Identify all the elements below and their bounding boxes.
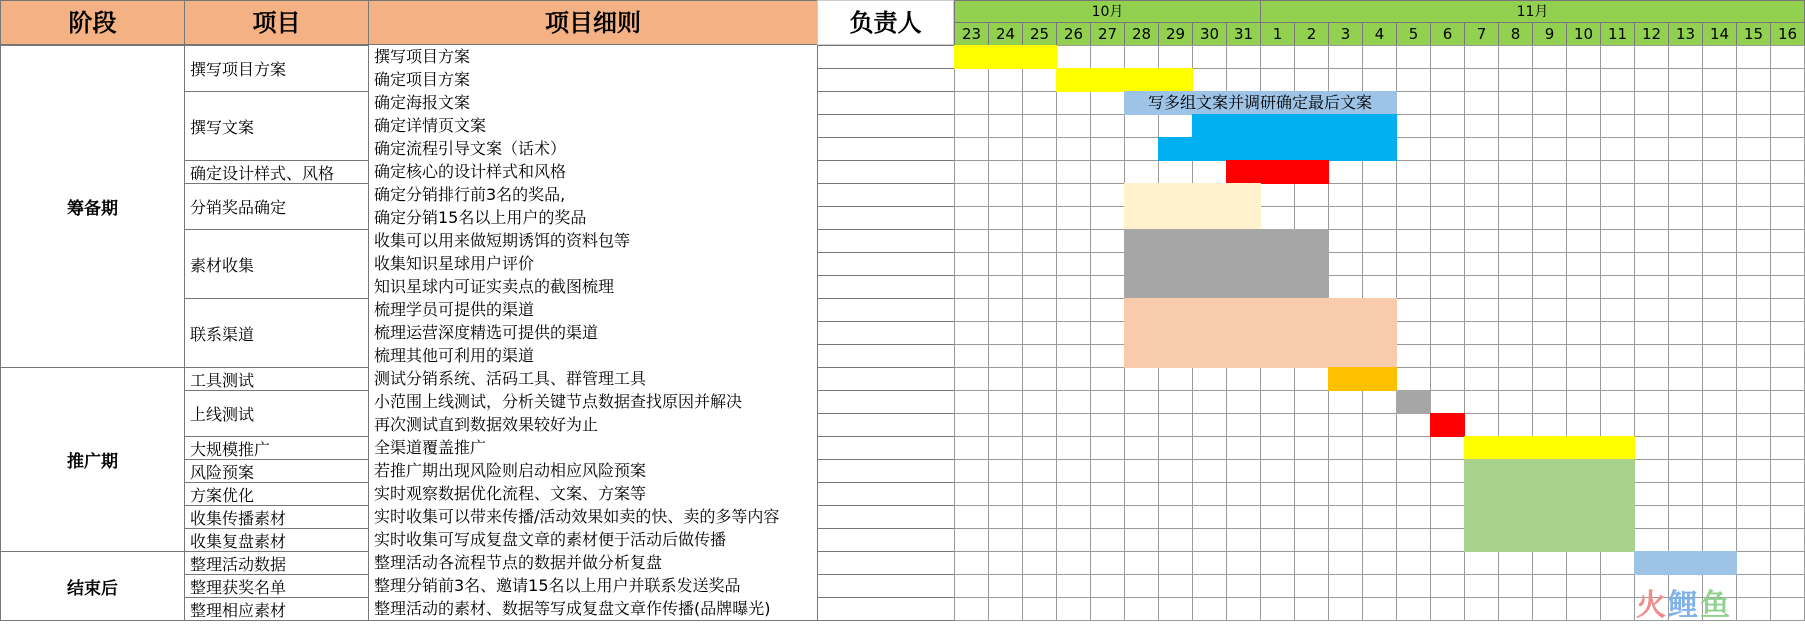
detail-cell: 知识星球内可证实卖点的截图梳理 (368, 275, 818, 299)
detail-cell: 确定分销15名以上用户的奖品 (368, 206, 818, 230)
grid-vline (1702, 45, 1703, 621)
day-header: 6 (1430, 22, 1465, 46)
project-cell: 上线测试 (184, 390, 369, 437)
owner-cell (817, 252, 955, 276)
grid-vline (1430, 45, 1431, 621)
day-header: 2 (1294, 22, 1329, 46)
day-header: 30 (1192, 22, 1227, 46)
day-header: 25 (1022, 22, 1057, 46)
owner-cell (817, 482, 955, 506)
grid-vline (1090, 45, 1091, 621)
schedule-bar (1124, 183, 1261, 230)
project-cell: 大规模推广 (184, 436, 369, 460)
grid-vline (1668, 45, 1669, 621)
detail-cell: 全渠道覆盖推广 (368, 436, 818, 460)
day-header: 12 (1634, 22, 1669, 46)
detail-cell: 确定核心的设计样式和风格 (368, 160, 818, 184)
owner-cell (817, 597, 955, 621)
day-header: 27 (1090, 22, 1125, 46)
watermark-glyph: 鱼 (1700, 588, 1732, 623)
day-header: 15 (1736, 22, 1771, 46)
project-cell: 联系渠道 (184, 298, 369, 368)
detail-cell: 撰写项目方案 (368, 45, 818, 69)
stage-cell: 推广期 (0, 367, 185, 552)
project-cell: 收集传播素材 (184, 505, 369, 529)
detail-cell: 若推广期出现风险则启动相应风险预案 (368, 459, 818, 483)
owner-cell (817, 413, 955, 437)
day-header: 1 (1260, 22, 1295, 46)
day-header: 3 (1328, 22, 1363, 46)
grid-hline (954, 45, 1805, 46)
detail-cell: 确定项目方案 (368, 68, 818, 92)
project-cell: 工具测试 (184, 367, 369, 391)
schedule-bar (954, 45, 1057, 69)
grid-vline (954, 45, 955, 621)
owner-cell (817, 137, 955, 161)
day-header: 8 (1498, 22, 1533, 46)
detail-cell: 确定分销排行前3名的奖品, (368, 183, 818, 207)
grid-hline (954, 413, 1805, 414)
project-cell: 素材收集 (184, 229, 369, 299)
owner-cell (817, 505, 955, 529)
grid-vline (1770, 45, 1771, 621)
owner-cell (817, 344, 955, 368)
day-header: 14 (1702, 22, 1737, 46)
schedule-bar (1192, 114, 1397, 138)
schedule-bar (1328, 367, 1397, 391)
grid-hline (954, 275, 1805, 276)
owner-cell (817, 160, 955, 184)
grid-vline (1022, 45, 1023, 621)
owner-cell (817, 275, 955, 299)
project-cell: 分销奖品确定 (184, 183, 369, 230)
owner-cell (817, 114, 955, 138)
day-header: 16 (1770, 22, 1805, 46)
grid-hline (954, 229, 1805, 230)
project-cell: 撰写文案 (184, 91, 369, 161)
stage-cell: 结束后 (0, 551, 185, 621)
watermark-logo (1636, 580, 1732, 624)
detail-cell: 再次测试直到数据效果较好为止 (368, 413, 818, 437)
schedule-bar (1430, 413, 1465, 437)
grid-hline (954, 459, 1805, 460)
header-owner: 负责人 (817, 0, 954, 45)
detail-cell: 小范围上线测试，分析关键节点数据查找原因并解决 (368, 390, 818, 414)
header-detail: 项目细则 (368, 0, 818, 45)
owner-cell (817, 91, 955, 115)
day-header: 26 (1056, 22, 1091, 46)
grid-hline (954, 436, 1805, 437)
day-header: 11 (1600, 22, 1635, 46)
watermark-glyph: 鲤 (1668, 588, 1700, 623)
bar-label: 写多组文案并调研确定最后文案 (1147, 93, 1372, 112)
header-stage: 阶段 (0, 0, 185, 45)
owner-cell (817, 528, 955, 552)
day-header: 28 (1124, 22, 1159, 46)
owner-cell (817, 206, 955, 230)
month-header: 11月 (1260, 0, 1805, 23)
owner-cell (817, 574, 955, 598)
schedule-bar (1464, 436, 1635, 460)
header-item: 项目 (184, 0, 369, 45)
project-cell: 整理获奖名单 (184, 574, 369, 598)
project-cell: 方案优化 (184, 482, 369, 506)
detail-cell: 实时观察数据优化流程、文案、方案等 (368, 482, 818, 506)
owner-cell (817, 367, 955, 391)
schedule-bar (1056, 68, 1193, 92)
detail-cell: 确定流程引导文案（话术） (368, 137, 818, 161)
grid-vline (1736, 45, 1737, 621)
schedule-bar (1226, 160, 1329, 184)
detail-cell: 整理活动的素材、数据等写成复盘文章作传播(品牌曝光) (368, 597, 818, 621)
day-header: 10 (1566, 22, 1601, 46)
detail-cell: 整理分销前3名、邀请15名以上用户并联系发送奖品 (368, 574, 818, 598)
grid-vline (1056, 45, 1057, 621)
owner-cell (817, 436, 955, 460)
detail-cell: 梳理运营深度精选可提供的渠道 (368, 321, 818, 345)
project-cell: 整理相应素材 (184, 597, 369, 621)
detail-cell: 梳理学员可提供的渠道 (368, 298, 818, 322)
project-cell: 确定设计样式、风格 (184, 160, 369, 184)
project-cell: 整理活动数据 (184, 551, 369, 575)
detail-cell: 确定海报文案 (368, 91, 818, 115)
schedule-bar (1464, 459, 1635, 552)
day-header: 23 (954, 22, 989, 46)
owner-cell (817, 321, 955, 345)
owner-cell (817, 390, 955, 414)
day-header: 29 (1158, 22, 1193, 46)
detail-cell: 实时收集可以带来传播/活动效果如卖的快、卖的多等内容 (368, 505, 818, 529)
owner-cell (817, 551, 955, 575)
day-header: 5 (1396, 22, 1431, 46)
grid-hline (954, 183, 1805, 184)
detail-cell: 整理活动各流程节点的数据并做分析复盘 (368, 551, 818, 575)
schedule-bar (1396, 390, 1431, 414)
day-header: 31 (1226, 22, 1261, 46)
day-header: 9 (1532, 22, 1567, 46)
schedule-bar (1124, 229, 1329, 299)
month-header: 10月 (954, 0, 1261, 23)
grid-vline (988, 45, 989, 621)
owner-cell (817, 298, 955, 322)
schedule-bar (1124, 298, 1397, 368)
watermark-glyph: 火 (1636, 588, 1668, 623)
day-header: 13 (1668, 22, 1703, 46)
owner-cell (817, 459, 955, 483)
grid-hline (954, 206, 1805, 207)
day-header: 7 (1464, 22, 1499, 46)
grid-hline (954, 528, 1805, 529)
detail-cell: 测试分销系统、活码工具、群管理工具 (368, 367, 818, 391)
detail-cell: 收集可以用来做短期诱饵的资料包等 (368, 229, 818, 253)
project-cell: 风险预案 (184, 459, 369, 483)
detail-cell: 梳理其他可利用的渠道 (368, 344, 818, 368)
stage-cell: 筹备期 (0, 45, 185, 368)
owner-cell (817, 183, 955, 207)
detail-cell: 实时收集可写成复盘文章的素材便于活动后做传播 (368, 528, 818, 552)
grid-hline (954, 505, 1805, 506)
project-cell: 撰写项目方案 (184, 45, 369, 92)
day-header: 24 (988, 22, 1023, 46)
project-cell: 收集复盘素材 (184, 528, 369, 552)
detail-cell: 确定详情页文案 (368, 114, 818, 138)
owner-cell (817, 229, 955, 253)
schedule-bar (1158, 137, 1397, 161)
schedule-bar (1634, 551, 1737, 575)
grid-hline (954, 482, 1805, 483)
owner-cell (817, 45, 955, 69)
grid-hline (954, 252, 1805, 253)
detail-cell: 收集知识星球用户评价 (368, 252, 818, 276)
day-header: 4 (1362, 22, 1397, 46)
owner-cell (817, 68, 955, 92)
